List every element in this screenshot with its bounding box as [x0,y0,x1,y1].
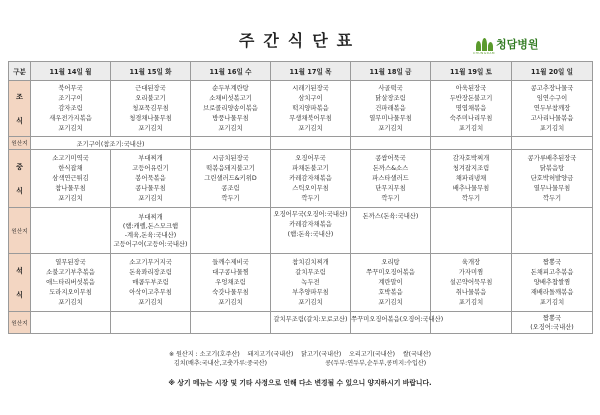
origin-cell [351,137,431,150]
menu-cell: 감자호박찌개 청겨잡지조림 채파리냉채 배추나물무침 깍두기 [431,150,512,208]
menu-cell: 육개장 가자미찜 설곤약어묵무침 취나물볶음 포기김치 [431,254,512,312]
origin-cell [191,208,271,254]
menu-cell: 콩가루배추된장국 닭볶음탕 단호박허발양금 열무나물무침 깍두기 [512,150,593,208]
origin-cell [431,137,512,150]
hospital-logo [475,36,539,52]
breakfast-origin-row [9,137,593,150]
origin-cell [111,312,191,334]
origin-cell: 갈치무조림(갈치:모로코산) [271,312,351,334]
logo-leaf-icon [475,37,493,51]
origin-cell [271,137,351,150]
menu-cell: 콩쌈어묵국 돈까스&소스 파스타샐러드 단무지무침 깍두기 [351,150,431,208]
logo-text: 청담병원 [496,38,539,51]
menu-cell: 북어무국 조기구이 감자조림 새우전가지볶음 포기김치 [31,81,111,137]
menu-cell: 들깨수제비국 대구콩나물찜 우엉채조림 숙갓나물무침 포기김치 [191,254,271,312]
menu-cell: 순두부계란탕 소채비섯볶고기 브로콜리양송이볶음 방풍나물무침 포기김치 [191,81,271,137]
menu-cell: 소고기무거지국 돈육꽈리장조림 매콤두부조림 아삭이고추무침 포기김치 [111,254,191,312]
origin-cell: 부대찌개 (햄:캐렐,돈스모크햄 -계육,돈육:국내산) 고등어구이(고등어:국내산) [111,208,191,254]
menu-cell: 부대찌개 고등어유린기 봉어묵볶음 콩나물무침 포기김치 [111,150,191,208]
menu-cell: 오징어무국 파채돈불고기 카레감자채볶음 스틱오이무침 깍두기 [271,150,351,208]
day-header: 11월 17일 목 [271,62,351,81]
dinner-origin-row [9,312,593,334]
origin-label: 원산지 [9,312,31,334]
origin-cell: 쭈꾸미오징어볶음(오징어:국내산) [351,312,431,334]
menu-cell: 시래기된장국 삼치구이 떡지양파볶음 무생채북어무침 포기김치 [271,81,351,137]
day-header: 11월 19일 토 [431,62,512,81]
footnote-line-2: 김치(배추:국내산,고춧가루:중국산) 콩(두부:연두부,순두부,콩비지:수입산) [173,360,427,367]
origin-cell: 오징어무국(오징어:국내산) 카레감자채볶음 (햄:돈육:국내산) [271,208,351,254]
lunch-origin-row [9,208,593,254]
menu-cell: 근대된장국 오리불고기 청포묵김무침 청경채나물무침 포기김치 [111,81,191,137]
dinner-row [9,254,593,312]
day-header: 11월 18일 금 [351,62,431,81]
origin-cell [191,312,271,334]
breakfast-row [9,81,593,137]
lunch-label: 중 식 [9,150,31,208]
menu-cell: 참치김치찌개 갈치무조림 녹두전 부추양파무침 포기김치 [271,254,351,312]
origin-footnote [0,350,600,368]
origin-cell [31,312,111,334]
menu-cell: 오리탕 쭈꾸미오징어볶음 계란말이 호박볶음 포기김치 [351,254,431,312]
breakfast-label: 조 식 [9,81,31,137]
origin-cell: 돈까스(돈육:국내산) [351,208,431,254]
menu-cell: 콩고추장나물국 임연수구이 연두부참깨장 고사리나물볶음 포기김치 [512,81,593,137]
origin-cell [191,137,271,150]
origin-cell [31,208,111,254]
day-header: 11월 15일 화 [111,62,191,81]
day-header: 11월 14일 월 [31,62,111,81]
menu-cell: 짬뽕국 돈채피고추볶음 양배추찹쌀찜 재배라돌깨볶음 포기김치 [512,254,593,312]
origin-cell: 조기구이(참조기:국내산) [31,137,191,150]
day-header: 11월 20일 일 [512,62,593,81]
footnote-line-1: ※ 원산지 : 소고기(호주산) 돼지고기(국내산) 닭고기(국내산) 오리고기(국내산) 쌀(국내산) [169,351,431,358]
dinner-label: 석 식 [9,254,31,312]
lunch-row [9,150,593,208]
menu-cell: 열무된장국 소불고기부추볶음 애느타리버섯볶음 도라지오이무침 포기김치 [31,254,111,312]
logo-subtext: CHUNGDAM [473,51,496,55]
change-notice: ※ 상기 메뉴는 시장 및 기타 사정으로 인해 다소 변경될 수 있으니 양지하시기 바랍니다. [168,379,432,387]
weekly-menu-table [8,61,593,334]
origin-cell [431,208,512,254]
origin-label: 원산지 [9,208,31,254]
origin-cell: 짬뽕국 (오징어:국내산) [512,312,593,334]
origin-label: 원산지 [9,137,31,150]
origin-cell [512,208,593,254]
page-title: 주간식단표 [238,31,362,50]
menu-cell: 시금치된장국 떡볶음돼지불고기 그린샐러드&키위D 콩조림 깍두기 [191,150,271,208]
menu-cell: 사골떡국 닭살장조림 건파래볶음 열무미나물무침 포기김치 [351,81,431,137]
day-header: 11월 16일 수 [191,62,271,81]
menu-cell: 소고기미역국 한식잡채 삼색연근튀김 참나물무침 포기김치 [31,150,111,208]
menu-cell: 아욱된장국 두반장돈불고기 명엽채볶음 숙주미나리무침 포기김치 [431,81,512,137]
header-row [9,62,593,81]
header-corner: 구분 [9,62,31,81]
origin-cell [512,137,593,150]
